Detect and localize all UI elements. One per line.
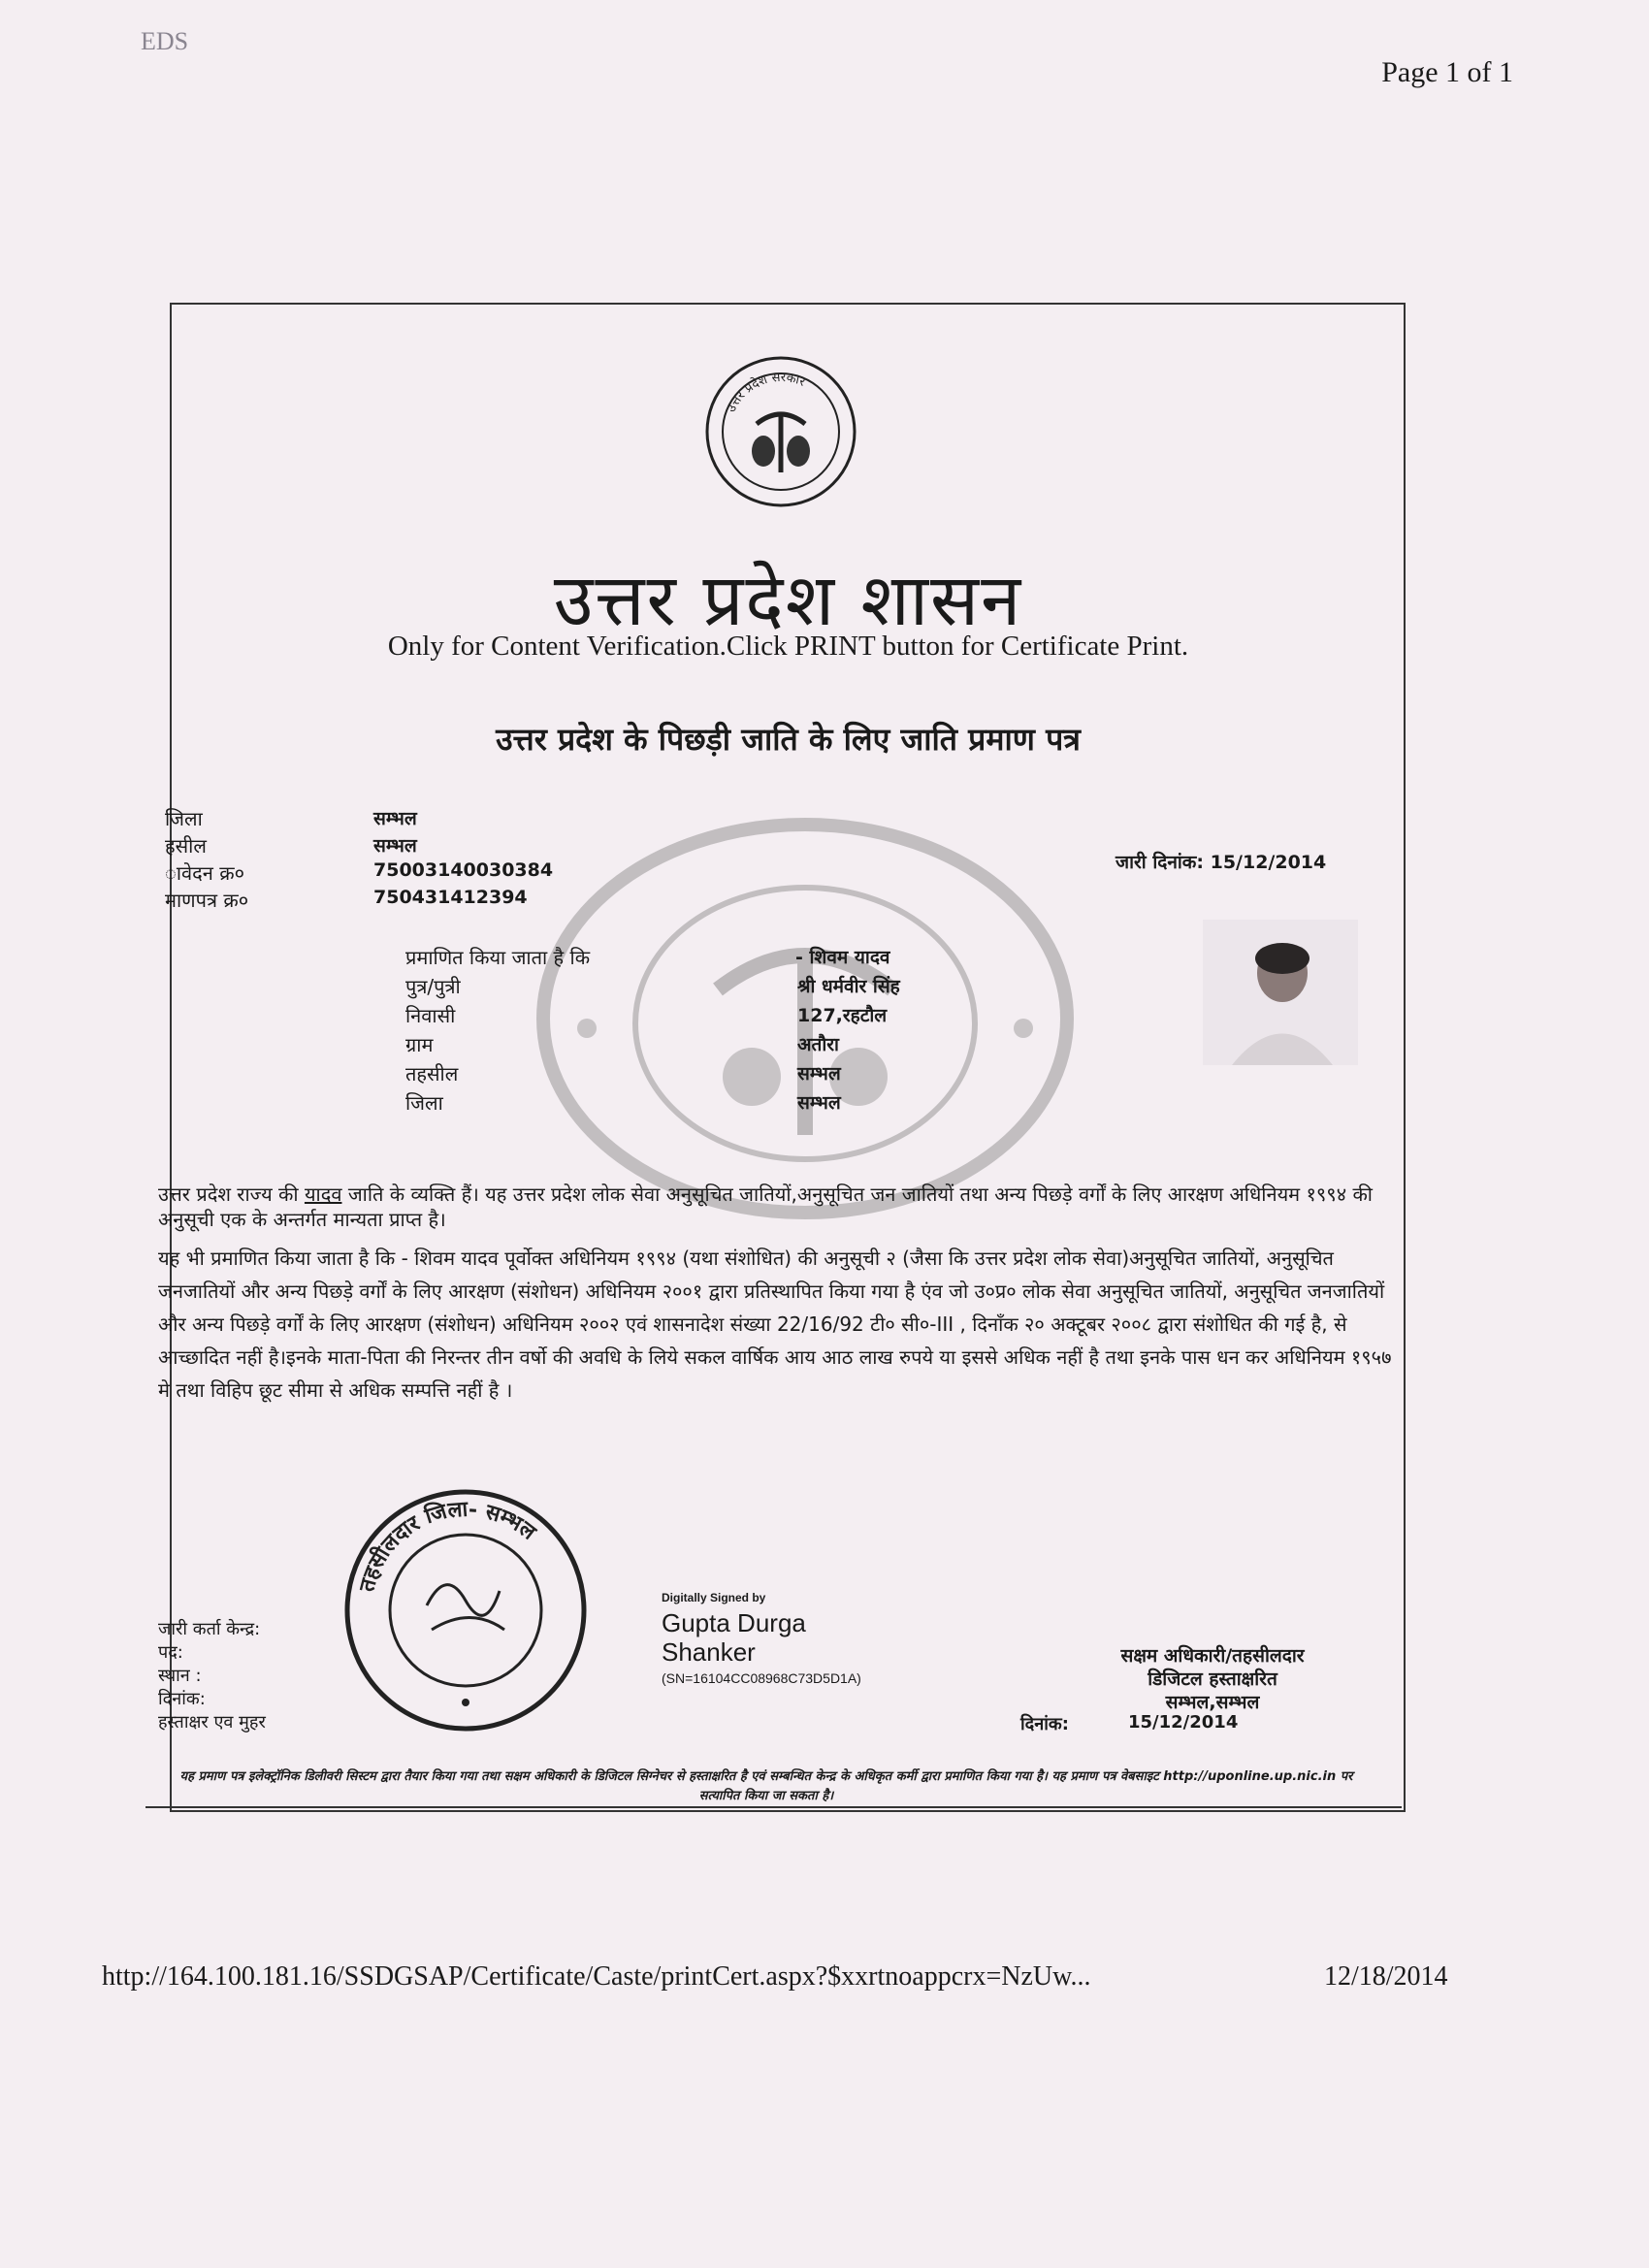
print-url: http://164.100.181.16/SSDGSAP/Certificate/Caste/printCert.aspx?$xxrtnoappcrx=NzUw... <box>102 1961 1091 1992</box>
signer-name-line1: Gupta Durga <box>662 1608 806 1637</box>
sign-date: 15/12/2014 <box>1128 1712 1239 1733</box>
application-no-label: ावेदन क्र० <box>165 861 245 885</box>
officer-location: सम्भल,सम्भल <box>1165 1692 1260 1713</box>
verification-subtitle: Only for Content Verification.Click PRINT button for Certificate Print. <box>387 631 1189 662</box>
parent-value: श्री धर्मवीर सिंह <box>797 976 900 997</box>
certificate-no-value: 750431412394 <box>373 887 528 908</box>
resident-label: निवासी <box>405 1004 456 1027</box>
signer-name-line2: Shanker <box>662 1637 756 1667</box>
tehsildar-stamp-icon <box>335 1484 597 1736</box>
certify-intro: प्रमाणित किया जाता है कि <box>405 946 591 969</box>
village-label: ग्राम <box>405 1033 434 1056</box>
issuer-date-label: दिनांक: <box>158 1689 206 1709</box>
parent-label: पुत्र/पुत्री <box>405 975 461 998</box>
up-government-emblem-icon <box>703 354 858 509</box>
issuing-centre-label: जारी कर्ता केन्द्र: <box>158 1619 261 1639</box>
certificate-title: उत्तर प्रदेश के पिछड़ी जाति के लिए जाति प्रमाण पत्र <box>496 721 1081 758</box>
tehsil-label: हसील <box>165 834 207 858</box>
issuer-block <box>158 1618 266 1734</box>
applicant-photo <box>1203 920 1358 1065</box>
person-district-value: सम्भल <box>797 1092 841 1114</box>
signer-serial: (SN=16104CC08968C73D5D1A) <box>662 1670 861 1686</box>
svg-text:उत्तर प्रदेश सरकार <box>725 371 808 415</box>
svg-text:तहसीलदार जिला- सम्भल <box>355 1497 541 1595</box>
stamp-ring-text: तहसीलदार जिला- सम्भल <box>355 1497 540 1595</box>
caste-name: यादव <box>304 1183 342 1206</box>
print-date: 12/18/2014 <box>1324 1961 1448 1992</box>
caste-paragraph-suffix: जाति के व्यक्ति हैं। यह उत्तर प्रदेश लोक सेवा अनुसूचित जातियों,अनुसूचित जन जातियों तथा अन्य पिछड़े वर्गों के लिए आरक्षण अधिनियम १९९४ की अनुसूची एक के अन्तर्गत मान्यता प्राप्त है। <box>158 1183 1373 1231</box>
corner-mark: EDS <box>141 27 189 55</box>
emblem-ring-text: उत्तर प्रदेश सरकार <box>724 370 808 415</box>
officer-digitally-signed: डिजिटल हस्ताक्षरित <box>1148 1669 1277 1690</box>
resident-value: 127,रहटौल <box>797 1005 888 1026</box>
certificate-no-label: माणपत्र क्र० <box>165 889 249 912</box>
issue-date: जारी दिनांक: 15/12/2014 <box>1116 852 1327 873</box>
officer-title: सक्षम अधिकारी/तहसीलदार <box>1120 1645 1305 1667</box>
district-label: जिला <box>165 807 203 830</box>
frame-bottom-line <box>146 1806 1402 1808</box>
digitally-signed-label: Digitally Signed by <box>662 1591 766 1604</box>
application-no-value: 75003140030384 <box>373 859 554 881</box>
place-label: स्थान : <box>158 1666 202 1686</box>
person-tehsil-label: तहसील <box>405 1062 459 1085</box>
signer-name <box>662 1608 806 1667</box>
page-number: Page 1 of 1 <box>1381 56 1513 88</box>
page-title: उत्तर प्रदेश शासन <box>553 559 1023 642</box>
signature-seal-label: हस्ताक्षर एव मुहर <box>158 1712 266 1733</box>
person-name: - शिवम यादव <box>795 947 890 968</box>
certificate-footer-note: यह प्रमाण पत्र इलेक्ट्रॉनिक डिलीवरी सिस्टम द्वारा तैयार किया गया तथा सक्षम अधिकारी के डिजिटल सिग्नेचर से हस्ताक्षरित है एवं सम्बन्धित केन्द्र के अधिकृत कर्मी द्वारा प्रमाणित किया गया है। यह प्रमाण पत्र वेबसाइट http://uponline.up.nic.in पर सत्यापित किया जा सकता है। <box>179 1769 1353 1803</box>
person-district-label: जिला <box>405 1091 443 1115</box>
officer-block <box>1057 1644 1368 1714</box>
person-tehsil-value: सम्भल <box>797 1063 841 1085</box>
person-photo-icon <box>1203 920 1358 1065</box>
sign-date-label: दिनांक: <box>1020 1714 1069 1734</box>
tehsil-value: सम्भल <box>373 835 417 857</box>
caste-paragraph-prefix: उत्तर प्रदेश राज्य की <box>158 1183 305 1206</box>
village-value: अतौरा <box>797 1034 839 1055</box>
caste-paragraph <box>158 1182 1395 1232</box>
designation-label: पद: <box>158 1642 183 1663</box>
income-paragraph: यह भी प्रमाणित किया जाता है कि - शिवम यादव पूर्वोक्त अधिनियम १९९४ (यथा संशोधित) की अनुसूची २ (जैसा कि उत्तर प्रदेश लोक सेवा)अनुसूचित जातियों, अनुसूचित जनजातियों और अन्य पिछड़े वर्गों के लिए आरक्षण (संशोधन) अधिनियम २००१ द्वारा प्रतिस्थापित किया गया है एंव जो उ०प्र० लोक सेवा अनुसूचित जातियों, अनुसूचित जनजातियों और अन्य पिछड़े वर्गों के लिए आरक्षण (संशोधन) अधिनियम २००२ एवं शासनादेश संख्या 22/16/92 टी० सी०-III , दिनाँक २० अक्टूबर २००८ द्वारा संशोधित की गई है, से आच्छादित नहीं है।इनके माता-पिता की निरन्तर तीन वर्षो की अवधि के लिये सकल वार्षिक आय आठ लाख रुपये या इससे अधिक नहीं है तथा इनके पास धन कर अधिनियम १९५७ मे तथा विहिप छूट सीमा से अधिक सम्पत्ति नहीं है । <box>158 1247 1392 1402</box>
district-value: सम्भल <box>373 808 417 829</box>
